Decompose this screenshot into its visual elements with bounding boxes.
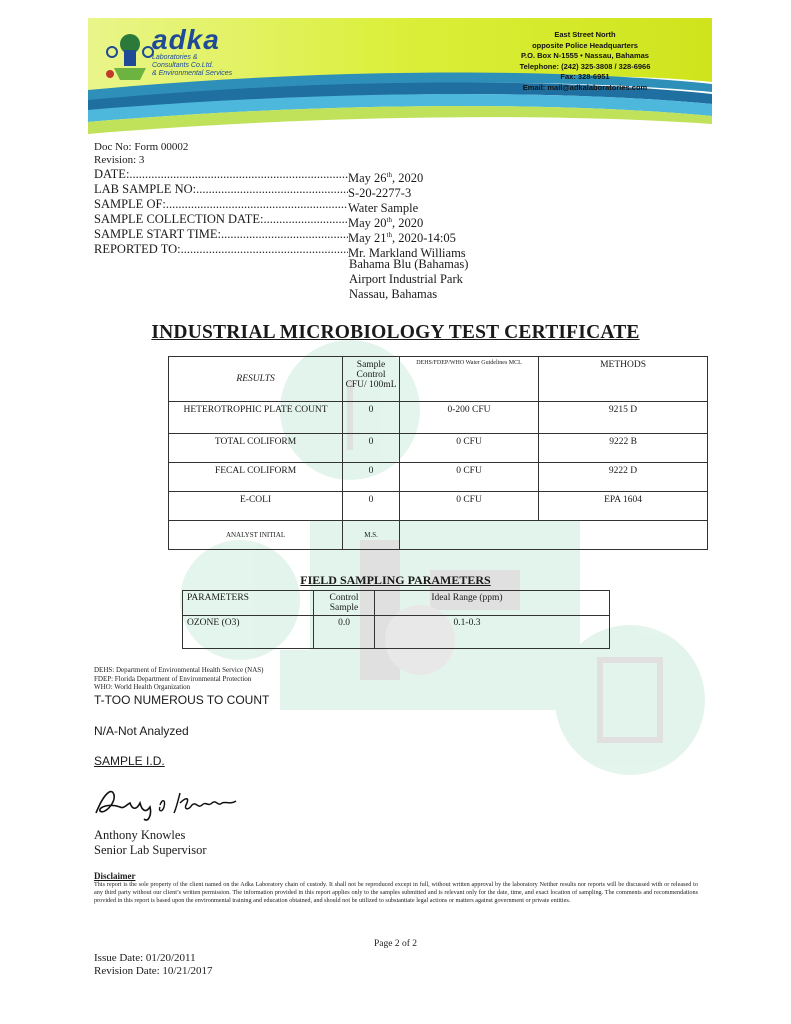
- signatory-name: Anthony Knowles: [94, 828, 186, 842]
- certificate-title: INDUSTRIAL MICROBIOLOGY TEST CERTIFICATE: [151, 322, 640, 343]
- mcl-value: 0-200 CFU: [399, 402, 538, 434]
- parameter-name: OZONE (O3): [183, 616, 314, 649]
- logo-subtitle-1: Laboratories &: [152, 54, 198, 61]
- field-header-row: [183, 591, 610, 616]
- results-header-row: [169, 357, 708, 402]
- sample-id-note: SAMPLE I.D.: [94, 754, 165, 768]
- sample-control-header: Sample Control CFU/ 100mL: [343, 357, 400, 402]
- ideal-range-value: 0.1-0.3: [375, 616, 610, 649]
- sample-result: 0: [343, 434, 400, 463]
- reported-to-label: REPORTED TO: .....: [94, 242, 348, 257]
- sample-result: 0: [343, 463, 400, 492]
- method-value: 9222 B: [539, 434, 708, 463]
- test-name: TOTAL COLIFORM: [169, 434, 343, 463]
- company-address: [470, 30, 700, 93]
- address-line: opposite Police Headquarters: [532, 40, 638, 50]
- address-line: Fax: 328-6951: [560, 72, 610, 81]
- start-time-text: May 21: [348, 231, 387, 245]
- date-label: DATE: .....: [94, 167, 348, 182]
- collection-date-text: May 20: [348, 216, 387, 230]
- reported-to-city: Nassau, Bahamas: [349, 287, 438, 301]
- method-value: EPA 1604: [539, 492, 708, 521]
- logo-subtitle-3: & Environmental Services: [152, 70, 233, 77]
- page-number: Page 2 of 2: [373, 939, 417, 949]
- guidelines-header: DEHS/FDEP/WHO Water Guidelines MCL: [399, 357, 538, 402]
- parameters-header: PARAMETERS: [183, 591, 314, 616]
- tntc-note: T-TOO NUMEROUS TO COUNT: [94, 693, 270, 707]
- table-row: [183, 616, 610, 649]
- lab-sample-value: S-20-2277-3: [348, 186, 412, 200]
- test-name: E-COLI: [169, 492, 343, 521]
- date-value-text: May 26: [348, 171, 387, 185]
- results-table: [168, 356, 708, 550]
- issue-date: Issue Date: 01/20/2011: [94, 952, 196, 964]
- collection-year: , 2020: [392, 216, 424, 230]
- sample-result: 0: [343, 402, 400, 434]
- date-sup: th: [386, 170, 392, 179]
- address-line: East Street North: [554, 30, 616, 39]
- analyst-initial: M.S.: [343, 521, 400, 550]
- ideal-range-header: Ideal Range (ppm): [375, 591, 610, 616]
- revision: Revision: 3: [94, 154, 145, 166]
- analyst-empty-cell: [539, 521, 708, 550]
- sample-of-value: Water Sample: [348, 201, 419, 215]
- methods-header: METHODS: [539, 357, 708, 402]
- start-time-rest: , 2020-14:05: [392, 231, 456, 245]
- flask-logo-icon: [100, 22, 160, 82]
- abbreviation-line: DEHS: Department of Environmental Health Service (NAS): [94, 666, 264, 674]
- abbreviation-line: FDEP: Florida Department of Environmental Protection: [94, 674, 252, 683]
- method-value: 9222 D: [539, 463, 708, 492]
- analyst-row: [169, 521, 708, 550]
- abbreviation-line: WHO: World Health Organization: [94, 683, 191, 691]
- doc-number: Doc No: Form 00002: [94, 141, 189, 153]
- logo-name: adka: [152, 24, 220, 55]
- mcl-value: 0 CFU: [399, 463, 538, 492]
- address-line: P.O. Box N-1555 • Nassau, Bahamas: [521, 51, 649, 60]
- test-name: FECAL COLIFORM: [169, 463, 343, 492]
- start-time-label: SAMPLE START TIME: .....: [94, 227, 348, 242]
- reported-to-company: Bahama Blu (Bahamas): [349, 257, 469, 271]
- field-sampling-table: [182, 590, 610, 649]
- revision-date: Revision Date: 10/21/2017: [94, 965, 213, 977]
- collection-date-label: SAMPLE COLLECTION DATE: .....: [94, 212, 348, 227]
- table-row: [169, 463, 708, 492]
- test-name: HETEROTROPHIC PLATE COUNT: [169, 402, 343, 434]
- field-sampling-title: [0, 573, 791, 588]
- mcl-value: 0 CFU: [399, 492, 538, 521]
- analyst-label: ANALYST INITIAL: [169, 521, 343, 550]
- field-sampling-title-text: FIELD SAMPLING PARAMETERS: [300, 573, 491, 587]
- table-row: [169, 492, 708, 521]
- table-row: [169, 402, 708, 434]
- lab-sample-label: LAB SAMPLE NO: .....: [94, 182, 348, 197]
- signatory-role: Senior Lab Supervisor: [94, 843, 207, 857]
- abbreviations: [94, 666, 264, 692]
- reported-to-name: Mr. Markland Williams: [348, 246, 466, 260]
- logo-subtitle-2: Consultants Co.Ltd.: [152, 62, 214, 69]
- address-line: Telephone: (242) 325-3808 / 328-6966: [519, 61, 651, 71]
- address-line: Email: mail@adkalaboratories.com: [522, 82, 648, 92]
- table-row: [169, 434, 708, 463]
- sample-result: 0: [343, 492, 400, 521]
- sample-of-label: SAMPLE OF: .....: [94, 197, 348, 212]
- control-sample-header: Control Sample: [314, 591, 375, 616]
- logo-wordmark: [152, 26, 232, 78]
- reported-to-address: Airport Industrial Park: [349, 272, 463, 286]
- collection-sup: th: [386, 215, 392, 224]
- date-year: , 2020: [392, 171, 424, 185]
- mcl-value: 0 CFU: [399, 434, 538, 463]
- signature: [90, 785, 250, 830]
- disclaimer-text: This report is the sole property of the client named on the Adka Laboratory chain of custody. It shall not be reproduced except in full, without written approval by the laboratory Neither results nor reports will be discussed with or released to any third party without our client’s written permission. The information provided in this report applies only to the samples submitted and is relevant only for the date, time, and exact location of sampling. The comments and recommendations provided in this report is based upon the environmental training and education obtained, and should not be utilized to substantiate legal actions or matters against government or private entities.: [94, 881, 698, 904]
- start-sup: th: [386, 230, 392, 239]
- method-value: 9215 D: [539, 402, 708, 434]
- handwritten-signature-icon: [90, 785, 250, 825]
- analyst-empty-cell: [399, 521, 538, 550]
- control-value: 0.0: [314, 616, 375, 649]
- na-note: N/A-Not Analyzed: [94, 724, 189, 738]
- disclaimer-title: Disclaimer: [94, 871, 136, 881]
- results-header: RESULTS: [169, 357, 343, 402]
